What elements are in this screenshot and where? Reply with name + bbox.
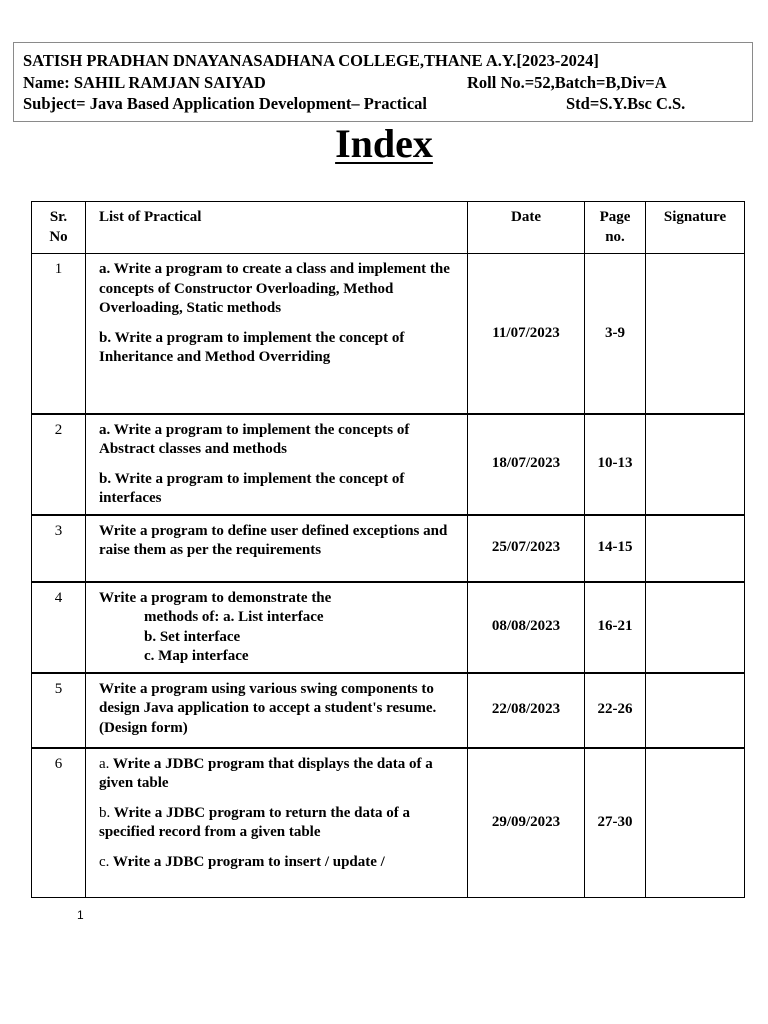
- sr-no-cell: 2: [32, 414, 86, 515]
- page-cell: 16-21: [585, 582, 646, 673]
- practical-item: b. Write a JDBC program to return the data of a specified record from a given table: [99, 804, 410, 840]
- practical-item: Write a program to define user defined exceptions and raise them as per the requirements: [99, 522, 448, 558]
- table-row: [32, 414, 745, 515]
- practical-cell: [86, 414, 468, 515]
- signature-cell: [646, 582, 745, 673]
- table-row: [32, 582, 745, 673]
- index-heading: Index: [335, 121, 433, 166]
- practical-item: c. Write a JDBC program to insert / update /: [99, 853, 385, 870]
- practical-cell: [86, 515, 468, 582]
- sr-no-cell: 4: [32, 582, 86, 673]
- sr-no-cell: 5: [32, 673, 86, 748]
- practical-cell: [86, 673, 468, 748]
- date-cell: 22/08/2023: [468, 673, 585, 748]
- practical-item: Write a program to demonstrate the: [99, 589, 332, 606]
- header-date: Date: [468, 202, 585, 254]
- table-header-row: [32, 202, 745, 254]
- signature-cell: [646, 254, 745, 414]
- practical-item: a. Write a program to implement the concepts of Abstract classes and methods: [99, 421, 410, 457]
- page-cell: 10-13: [585, 414, 646, 515]
- page-cell: 3-9: [585, 254, 646, 414]
- practical-cell: [86, 582, 468, 673]
- table-row: [32, 673, 745, 748]
- practical-item: b. Write a program to implement the concept of Inheritance and Method Overriding: [99, 329, 405, 365]
- table-row: [32, 254, 745, 414]
- page-number: 1: [77, 908, 84, 922]
- date-cell: 18/07/2023: [468, 414, 585, 515]
- page-cell: 27-30: [585, 748, 646, 898]
- sr-no-cell: 6: [32, 748, 86, 898]
- signature-cell: [646, 515, 745, 582]
- practical-item: b. Write a program to implement the concept of interfaces: [99, 470, 405, 506]
- header-page-no: Page no.: [585, 202, 646, 254]
- practical-cell: [86, 254, 468, 414]
- practical-item: Write a program using various swing components to design Java application to accept a student's resume. (Design form): [99, 680, 437, 736]
- date-cell: 11/07/2023: [468, 254, 585, 414]
- sr-no-cell: 1: [32, 254, 86, 414]
- table-row: [32, 515, 745, 582]
- header-box: [13, 42, 753, 122]
- sr-no-cell: 3: [32, 515, 86, 582]
- practical-subitem: methods of: a. List interface: [144, 609, 324, 625]
- signature-cell: [646, 673, 745, 748]
- student-name: Name: SAHIL RAMJAN SAIYAD: [23, 73, 266, 92]
- standard: Std=S.Y.Bsc C.S.: [566, 94, 686, 113]
- signature-cell: [646, 748, 745, 898]
- header-signature: Signature: [646, 202, 745, 254]
- college-title: SATISH PRADHAN DNAYANASADHANA COLLEGE,THANE A.Y.[2023-2024]: [23, 51, 599, 70]
- practical-item: a. Write a JDBC program that displays the data of a given table: [99, 755, 433, 791]
- practical-subitem: c. Map interface: [144, 648, 249, 664]
- page-cell: 14-15: [585, 515, 646, 582]
- practical-item: a. Write a program to create a class and implement the concepts of Constructor Overloading, Method Overloading, Static methods: [99, 261, 450, 316]
- roll-number: Roll No.=52,Batch=B,Div=A: [467, 73, 667, 92]
- header-list-of-practical: List of Practical: [86, 202, 468, 254]
- table-row: [32, 748, 745, 898]
- date-cell: 29/09/2023: [468, 748, 585, 898]
- practical-cell: [86, 748, 468, 898]
- index-heading-wrap: [0, 120, 768, 167]
- practical-subitem: b. Set interface: [144, 628, 241, 645]
- date-cell: 08/08/2023: [468, 582, 585, 673]
- signature-cell: [646, 414, 745, 515]
- header-sr-no: Sr. No: [32, 202, 86, 254]
- practical-index-table: [31, 201, 745, 898]
- subject: Subject= Java Based Application Development– Practical: [23, 94, 428, 113]
- date-cell: 25/07/2023: [468, 515, 585, 582]
- page-cell: 22-26: [585, 673, 646, 748]
